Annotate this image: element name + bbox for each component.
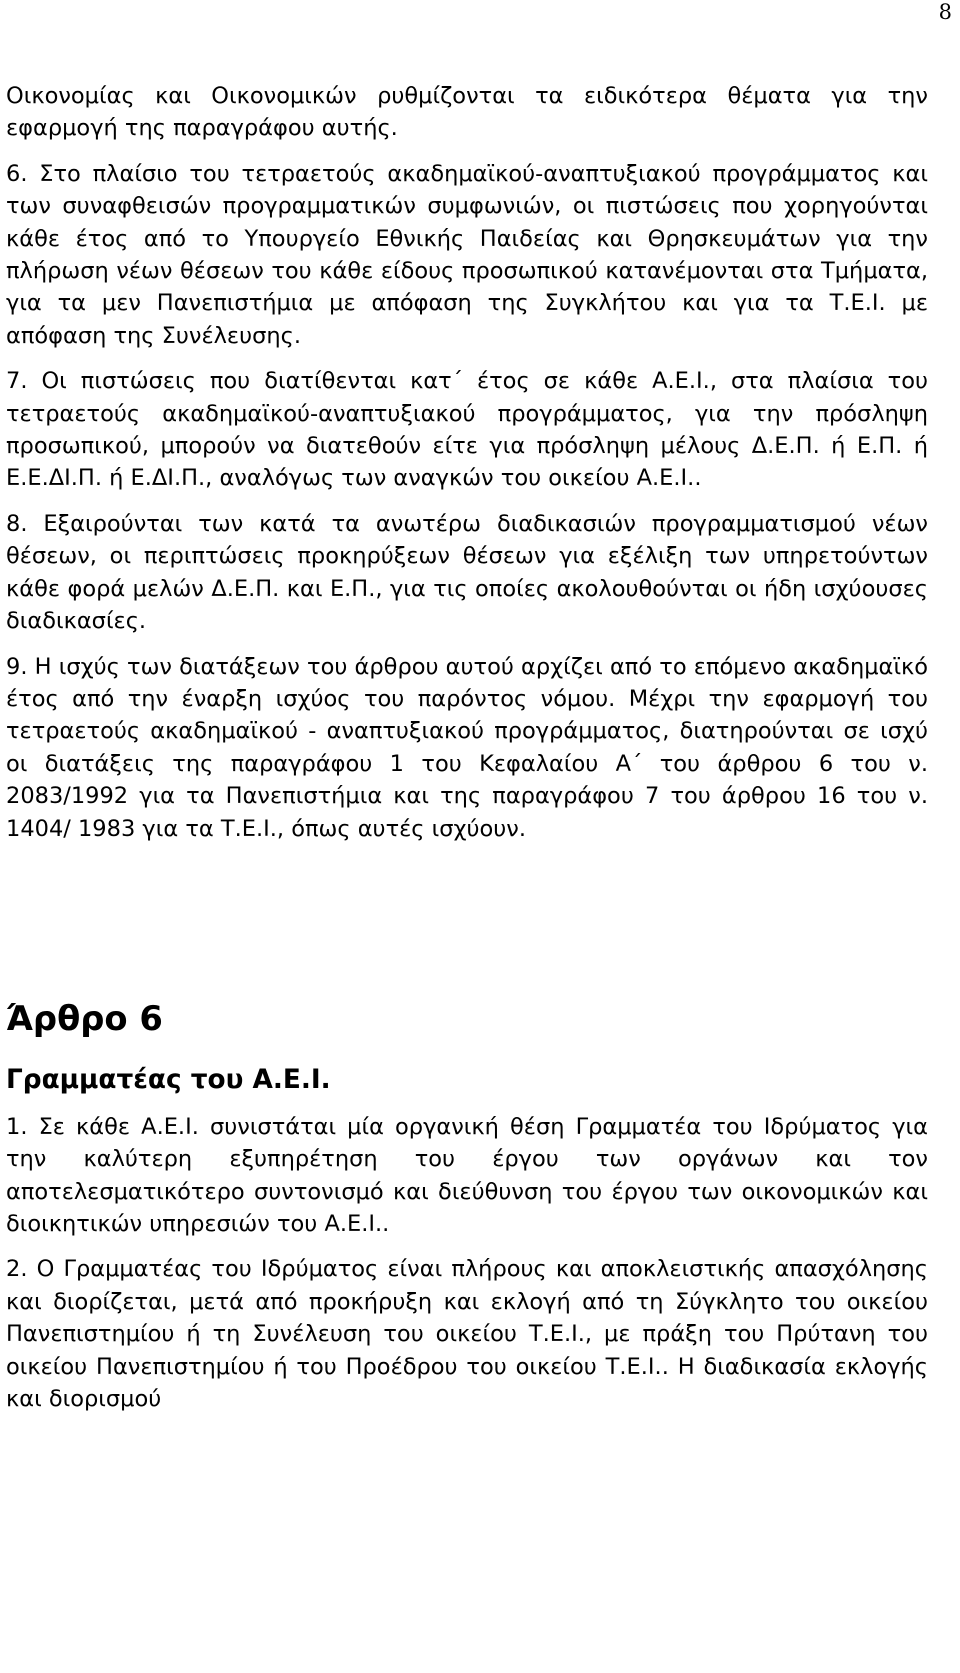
article-heading: Άρθρο 6 <box>6 998 163 1038</box>
paragraph-9: 9. Η ισχύς των διατάξεων του άρθρου αυτού αρχίζει από το επόμενο ακαδημαϊκό έτος από την έναρξη ισχύος του παρόντος νόμου. Μέχρι την εφαρμογή του τετραετούς ακαδημαϊκού - αναπτυξιακού προγράμματος, διατηρούνται σε ισχύ οι διατάξεις της παραγράφου 1 του Κεφαλαίου Α΄ του άρθρου 6 του ν. 2083/1992 για τα Πανεπιστήμια και της παραγράφου 7 του άρθρου 16 του ν. 1404/ 1983 για τα Τ.Ε.Ι., όπως αυτές ισχύουν. <box>6 653 928 842</box>
paragraph-continued: Οικονομίας και Οικονομικών ρυθμίζονται τα ειδικότερα θέματα για την εφαρμογή της παραγράφου αυτής. <box>6 83 928 142</box>
paragraph-6: 6. Στο πλαίσιο του τετραετούς ακαδημαϊκού-αναπτυξιακού προγράμματος και των συναφθεισών προγραμματικών συμφωνιών, οι πιστώσεις που χορηγούνται κάθε έτος από το Υπουργείο Εθνικής Παιδείας και Θρησκευμάτων για την πλήρωση νέων θέσεων του κάθε είδους προσωπικού κατανέμονται στα Τμήματα, για τα μεν Πανεπιστήμια με απόφαση της Συγκλήτου και για τα Τ.Ε.Ι. με απόφαση της Συνέλευσης. <box>6 160 928 349</box>
spacer <box>6 1097 928 1111</box>
spacer <box>6 858 928 1003</box>
document-body <box>6 80 928 1428</box>
article-paragraph-2: 2. Ο Γραμματέας του Ιδρύματος είναι πλήρους και αποκλειστικής απασχόλησης και διορίζεται, μετά από προκήρυξη και εκλογή από τη Σύγκλητο του οικείου Πανεπιστημίου ή τη Συνέλευση του οικείου Τ.Ε.Ι., με πράξη του Πρύτανη του οικείου Πανεπιστημίου ή του Προέδρου του οικείου Τ.Ε.Ι.. Η διαδικασία εκλογής και διορισμού <box>6 1256 928 1412</box>
page-number: 8 <box>938 0 952 24</box>
paragraph-7: 7. Οι πιστώσεις που διατίθενται κατ΄ έτος σε κάθε Α.Ε.Ι., στα πλαίσια του τετραετούς ακαδημαϊκού-αναπτυξιακού προγράμματος, για την πρόσληψη προσωπικού, μπορούν να διατεθούν είτε για πρόσληψη μέλους Δ.Ε.Π. ή Ε.Π. ή Ε.Ε.ΔΙ.Π. ή Ε.ΔΙ.Π., αναλόγως των αναγκών του οικείου Α.Ε.Ι.. <box>6 368 928 492</box>
article-paragraph-1: 1. Σε κάθε Α.Ε.Ι. συνιστάται μία οργανική θέση Γραμματέα του Ιδρύματος για την καλύτερη εξυπηρέτηση του έργου των οργάνων και τον αποτελεσματικότερο συντονισμό και διεύθυνση του έργου των οικονομικών και διοικητικών υπηρεσιών του Α.Ε.Ι.. <box>6 1113 928 1237</box>
article-title: Γραμματέας του Α.Ε.Ι. <box>6 1065 331 1096</box>
spacer <box>6 1035 928 1064</box>
paragraph-8: 8. Εξαιρούνται των κατά τα ανωτέρω διαδικασιών προγραμματισμού νέων θέσεων, οι περιπτώσεις προκηρύξεων θέσεων για εξέλιξη των υπηρετούντων κάθε φορά μελών Δ.Ε.Π. και Ε.Π., για τις οποίες ακολουθούνται οι ήδη ισχύουσες διαδικασίες. <box>6 510 928 635</box>
